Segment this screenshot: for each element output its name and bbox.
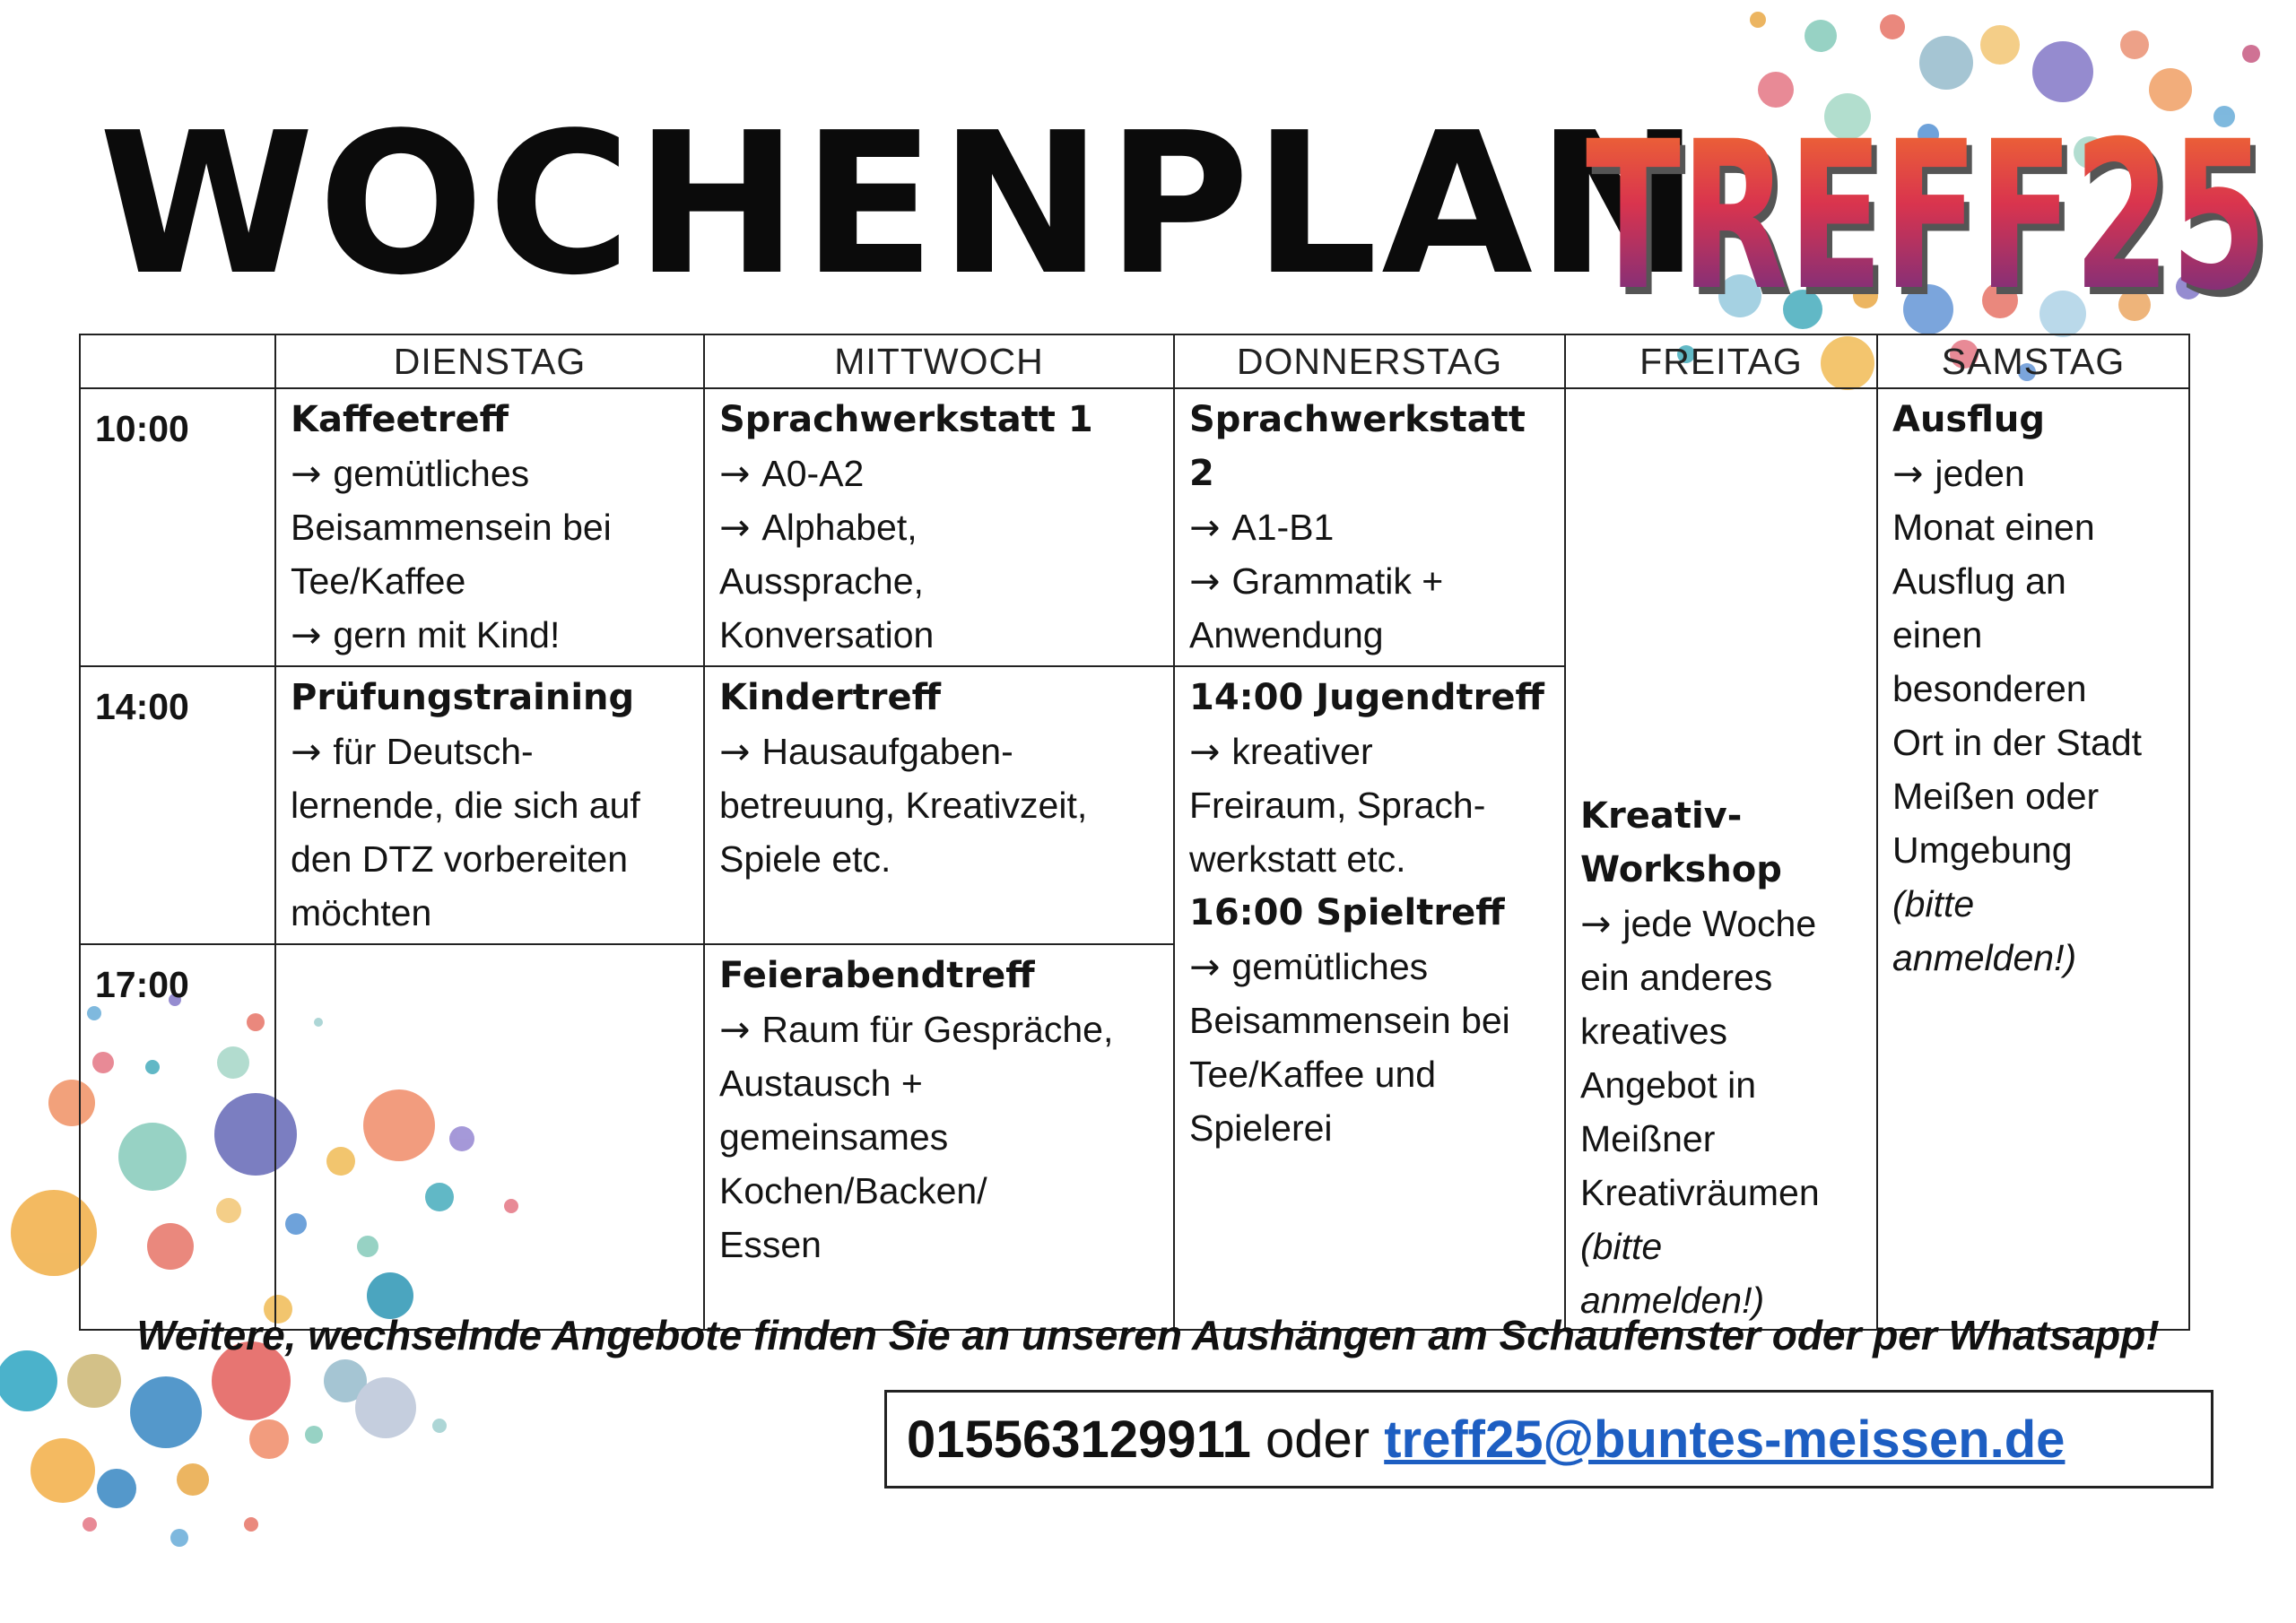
activity-line: Aussprache, — [719, 560, 924, 602]
activity-line: Essen — [719, 1224, 822, 1265]
page-title: WOCHENPLAN — [99, 91, 1704, 318]
activity-title: Kaffeetreff — [291, 399, 509, 440]
arrow-icon: → — [291, 730, 334, 773]
header-donnerstag: DONNERSTAG — [1174, 334, 1565, 388]
weekly-schedule-table — [79, 334, 2190, 1331]
arrow-icon: → — [1189, 506, 1232, 549]
arrow-icon: → — [719, 730, 762, 773]
activity-line: Konversation — [719, 614, 935, 655]
activity-title: Feierabendtreff — [719, 955, 1035, 996]
registration-note: (bitte — [1580, 1226, 1663, 1267]
activity-title: Ausflug — [1892, 399, 2045, 440]
header-mittwoch: MITTWOCH — [704, 334, 1174, 388]
contact-box — [884, 1390, 2213, 1488]
activity-title: Workshop — [1580, 849, 1782, 890]
contact-connector: oder — [1250, 1410, 1385, 1469]
activity-line: Ausflug an — [1892, 560, 2066, 602]
activity-line: A0-A2 — [761, 453, 865, 494]
activity-line: Beisammensein bei — [1189, 1000, 1510, 1041]
activity-title: 16:00 Spieltreff — [1189, 892, 1505, 933]
activity-line: gemeinsames — [719, 1116, 949, 1158]
activity-line: jeden — [1935, 453, 2025, 494]
activity-line: Kochen/Backen/ — [719, 1170, 987, 1211]
arrow-icon: → — [719, 1008, 762, 1051]
svg-text:TREFF25: TREFF25 — [1591, 108, 2273, 323]
arrow-icon: → — [291, 452, 334, 495]
arrow-icon: → — [1189, 945, 1232, 988]
activity-line: Monat einen — [1892, 507, 2095, 548]
svg-text:TREFF25: TREFF25 — [1586, 108, 2267, 323]
cell-dienstag-10 — [275, 388, 704, 666]
activity-line: kreativer — [1231, 731, 1373, 772]
time-14: 14:00 — [80, 666, 275, 944]
arrow-icon: → — [719, 506, 762, 549]
activity-line: Anwendung — [1189, 614, 1384, 655]
activity-line: den DTZ vorbereiten — [291, 838, 629, 880]
activity-line: gemütliches — [333, 453, 530, 494]
activity-line: möchten — [291, 892, 432, 933]
activity-title: Prüfungstraining — [291, 677, 635, 718]
activity-line: Spiele etc. — [719, 838, 891, 880]
email-link[interactable]: treff25@buntes-meissen.de — [1384, 1410, 2066, 1469]
activity-line: Hausaufgaben- — [761, 731, 1013, 772]
activity-line: Alphabet, — [761, 507, 918, 548]
activity-line: Tee/Kaffee und — [1189, 1054, 1437, 1095]
header-dienstag: DIENSTAG — [275, 334, 704, 388]
cell-freitag — [1565, 388, 1877, 1330]
header-empty-cell — [80, 334, 275, 388]
activity-title: Kreativ- — [1580, 795, 1743, 837]
activity-line: Angebot in — [1580, 1064, 1757, 1106]
cell-mittwoch-10 — [704, 388, 1174, 666]
header-freitag: FREITAG — [1565, 334, 1877, 388]
activity-title: 14:00 Jugendtreff — [1189, 677, 1544, 718]
time-17: 17:00 — [80, 944, 275, 1330]
activity-line: werkstatt etc. — [1189, 838, 1406, 880]
registration-note: anmelden!) — [1580, 1280, 1765, 1321]
cell-donnerstag-10 — [1174, 388, 1565, 666]
activity-line: Spielerei — [1189, 1107, 1333, 1149]
activity-line: Freiraum, Sprach- — [1189, 785, 1486, 826]
cell-dienstag-17 — [275, 944, 704, 1330]
activity-line: einen — [1892, 614, 1983, 655]
activity-title: Kindertreff — [719, 677, 942, 718]
activity-line: Tee/Kaffee — [291, 560, 466, 602]
activity-line: Ort in der Stadt — [1892, 722, 2143, 763]
activity-title: Sprachwerkstatt 1 — [719, 399, 1093, 440]
activity-line: Umgebung — [1892, 829, 2073, 871]
treff25-logo — [1578, 108, 2278, 323]
activity-line: gemütliches — [1231, 946, 1429, 987]
activity-line: Meißen oder — [1892, 776, 2100, 817]
activity-line: A1-B1 — [1231, 507, 1335, 548]
activity-line: Beisammensein bei — [291, 507, 612, 548]
activity-line: Meißner — [1580, 1118, 1716, 1159]
activity-line: gern mit Kind! — [333, 614, 561, 655]
cell-samstag — [1877, 388, 2189, 1330]
cell-mittwoch-17 — [704, 944, 1174, 1330]
arrow-icon: → — [1189, 730, 1232, 773]
cell-donnerstag-14 — [1174, 666, 1565, 1330]
activity-line: kreatives — [1580, 1011, 1728, 1052]
activity-line: jede Woche — [1622, 903, 1817, 944]
registration-note: (bitte — [1892, 883, 1975, 924]
activity-line: Raum für Gespräche, — [761, 1009, 1114, 1050]
arrow-icon: → — [291, 613, 334, 656]
time-10: 10:00 — [80, 388, 275, 666]
arrow-icon: → — [1892, 452, 1935, 495]
activity-line: Kreativräumen — [1580, 1172, 1820, 1213]
activity-title: Sprachwerkstatt 2 — [1189, 399, 1526, 494]
activity-line: betreuung, Kreativzeit, — [719, 785, 1088, 826]
activity-line: lernende, die sich auf — [291, 785, 640, 826]
arrow-icon: → — [1580, 902, 1623, 945]
cell-dienstag-14 — [275, 666, 704, 944]
registration-note: anmelden!) — [1892, 937, 2077, 978]
arrow-icon: → — [1189, 560, 1232, 603]
arrow-icon: → — [719, 452, 762, 495]
activity-line: ein anderes — [1580, 957, 1773, 998]
activity-line: Grammatik + — [1231, 560, 1444, 602]
activity-line: besonderen — [1892, 668, 2087, 709]
header-samstag: SAMSTAG — [1877, 334, 2189, 388]
phone-number: 015563129911 — [907, 1410, 1251, 1469]
activity-line: für Deutsch- — [333, 731, 534, 772]
activity-line: Austausch + — [719, 1063, 923, 1104]
footer-note: Weitere, wechselnde Angebote finden Sie an unseren Aushängen am Schaufenster oder per Whatsapp! — [136, 1312, 2160, 1358]
cell-mittwoch-14 — [704, 666, 1174, 944]
